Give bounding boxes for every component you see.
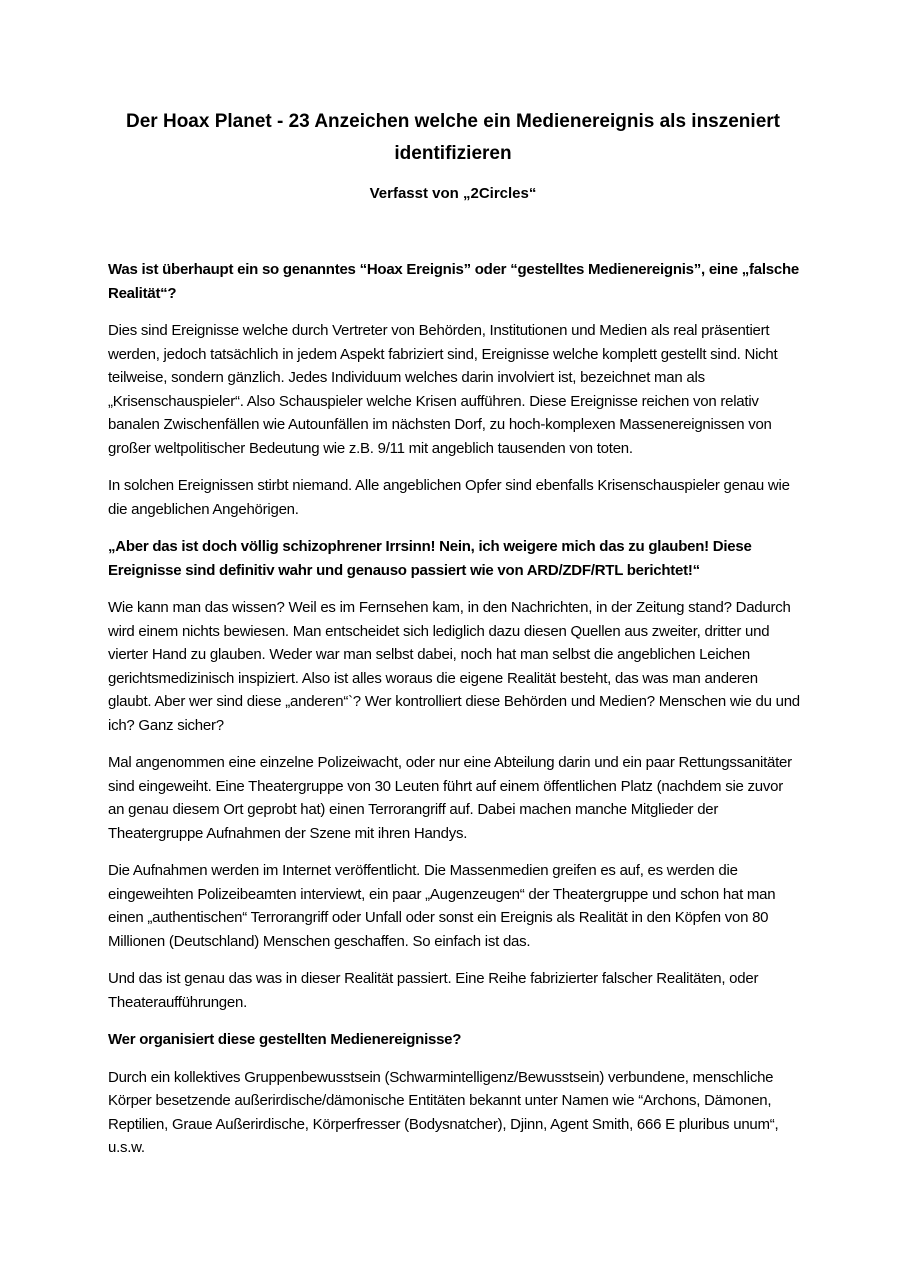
body-paragraph: Mal angenommen eine einzelne Polizeiwacht, oder nur eine Abteilung darin und ein paar Rettungssanitäter sind eingeweiht. Eine Theatergruppe von 30 Leuten führt auf einem öffentlichen Platz (nachdem sie zuvor an genau diesem Ort geprobt hat) einen Terrorangriff auf. Dabei machen manche Mitglieder der Theatergruppe Aufnahmen der Szene mit ihren Handys. — [108, 754, 792, 842]
document-title: Der Hoax Planet - 23 Anzeichen welche ein Medienereignis als inszeniert identifizieren — [126, 111, 780, 164]
document-body — [108, 258, 802, 1174]
question-heading: Wer organisiert diese gestellten Medienereignisse? — [108, 1031, 462, 1048]
body-paragraph: Wie kann man das wissen? Weil es im Fernsehen kam, in den Nachrichten, in der Zeitung stand? Dadurch wird einem nichts bewiesen. Man entscheidet sich lediglich dazu diesen Quellen aus zweiter, dritter und vierter Hand zu glauben. Weder war man selbst dabei, noch hat man selbst die angeblichen Leichen gerichtsmedizinisch inspiziert. Also ist alles woraus die eigene Realität besteht, das was man anderen glaubt. Aber wer sind diese „anderen“`? Wer kontrolliert diese Behörden und Medien? Menschen wie du und ich? Ganz sicher? — [108, 599, 800, 734]
body-paragraph: Und das ist genau das was in dieser Realität passiert. Eine Reihe fabrizierter falscher Realitäten, oder Theateraufführungen. — [108, 970, 759, 1011]
body-paragraph: Dies sind Ereignisse welche durch Vertreter von Behörden, Institutionen und Medien als real präsentiert werden, jedoch tatsächlich in jedem Aspekt fabriziert sind, Ereignisse welche komplett gestellt sind. Nicht teilweise, sondern gänzlich. Jedes Individuum welches darin involviert ist, bezeichnet man als „Krisenschauspieler“. Also Schauspieler welche Krisen aufführen. Diese Ereignisse reichen von relativ banalen Zwischenfällen wie Autounfällen im nächsten Dorf, zu hoch-komplexen Massenereignissen von großer weltpolitischer Bedeutung wie z.B. 9/11 mit angeblich tausenden von toten. — [108, 322, 778, 457]
quote-heading: „Aber das ist doch völlig schizophrener Irrsinn! Nein, ich weigere mich das zu glauben! Diese Ereignisse sind definitiv wahr und genauso passiert wie von ARD/ZDF/RTL berichtet!“ — [108, 538, 752, 579]
body-paragraph: Durch ein kollektives Gruppenbewusstsein (Schwarmintelligenz/Bewusstsein) verbundene, menschliche Körper besetzende außerirdische/dämonische Entitäten bekannt unter Namen wie “Archons, Dämonen, Reptilien, Graue Außerirdische, Körperfresser (Bodysnatcher), Djinn, Agent Smith, 666 E pluribus unum“, u.s.w. — [108, 1068, 779, 1156]
question-heading: Was ist überhaupt ein so genanntes “Hoax Ereignis” oder “gestelltes Medienereignis”, eine „falsche Realität“? — [108, 261, 799, 302]
body-paragraph: In solchen Ereignissen stirbt niemand. Alle angeblichen Opfer sind ebenfalls Krisenschauspieler genau wie die angeblichen Angehörigen. — [108, 477, 790, 518]
document-author: Verfasst von „2Circles“ — [369, 185, 537, 202]
body-paragraph: Die Aufnahmen werden im Internet veröffentlicht. Die Massenmedien greifen es auf, es werden die eingeweihten Polizeibeamten interviewt, ein paar „Augenzeugen“ der Theatergruppe und schon hat man einen „authentischen“ Terrorangriff oder Unfall oder sonst ein Ereignis als Realität in den Köpfen von 80 Millionen (Deutschland) Menschen geschaffen. So einfach ist das. — [108, 862, 776, 950]
